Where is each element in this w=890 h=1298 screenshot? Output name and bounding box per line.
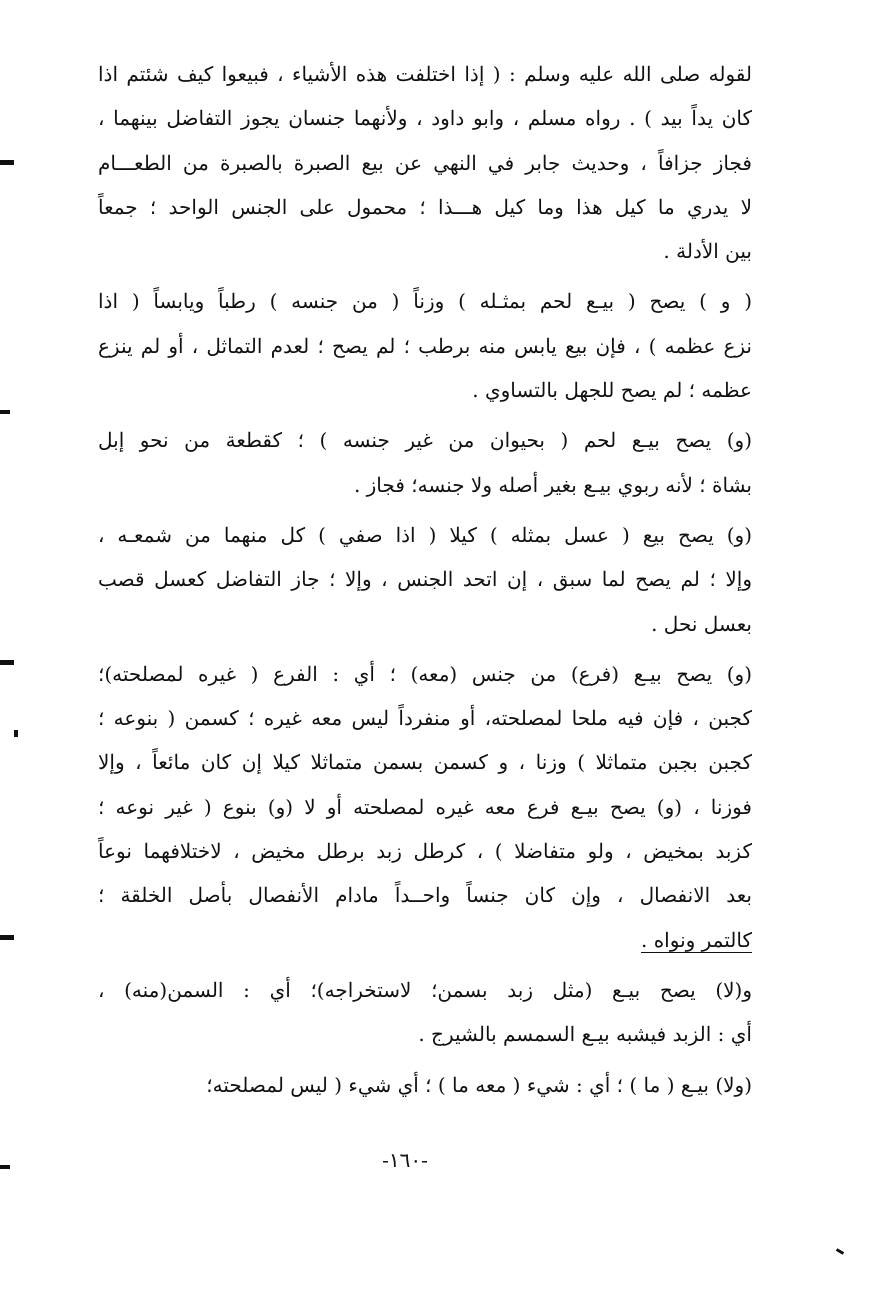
text-line: فجاز جزافاً ، وحديث جابر في النهي عن بيع الصبرة بالصبرة من الطعـــام <box>98 150 752 175</box>
text-line: (و) يصح بيـع (فرع) من جنس (معه) ؛ أي : الفرع ( غيره لمصلحته)؛ <box>98 661 752 686</box>
text-line: (ولا) بيـع ( ما ) ؛ أي : شيء ( معه ما ) ؛ أي شيء ( ليس لمصلحته؛ <box>206 1072 752 1097</box>
paragraph <box>98 52 752 273</box>
text-line: لقوله صلى الله عليه وسلم : ( إذا اختلفت هذه الأشياء ، فبيعوا كيف شئتم اذا <box>98 62 752 86</box>
paragraph <box>98 652 752 962</box>
text-line: كزبد بمخيض ، ولو متفاضلا ) ، كرطل زبد برطل مخيض ، لاختلافهما نوعاً <box>98 839 752 864</box>
text-line: فوزنا ، (و) يصح بيـع فرع معه غيره لمصلحته أو لا (و) بنوع ( غير نوعه ؛ <box>98 794 752 819</box>
text-line: بعد الانفصال ، وإن كان جنساً واحــداً مادام الأنفصال بأصل الخلقة ؛ <box>98 883 752 908</box>
paragraph <box>98 968 752 1057</box>
underlined-phrase: كالتمر ونواه . <box>640 927 752 952</box>
paragraph <box>98 279 752 412</box>
text-line: بشاة ؛ لأنه ربوي بيـع بغير أصله ولا جنسه؛ فجاز . <box>353 472 752 497</box>
text-line: لا يدري ما كيل هذا وما كيل هـــذا ؛ محمول على الجنس الواحد ؛ جمعاً <box>98 194 752 219</box>
text-line: كجبن ، فإن فيه ملحا لمصلحته، أو منفرداً ليس معه غيره ؛ كسمن ( بنوعه ؛ <box>98 706 752 731</box>
scan-mark <box>836 1248 844 1255</box>
text-line: و(لا) يصح بيـع (مثل زبد بسمن؛ لاستخراجه)؛ أي : السمن(منه) ، <box>98 977 752 1002</box>
paragraph <box>98 513 752 646</box>
page-number: -١٦٠- <box>382 1148 428 1172</box>
text-line: (و) يصح بيـع لحم ( بحيوان من غير جنسه ) ؛ كقطعة من نحو إبل <box>98 428 752 453</box>
text-line <box>98 918 752 962</box>
text-line: نزع عظمه ) ، فإن بيع يابس منه برطب ؛ لم يصح ؛ لعدم التماثل ، أو لم ينزع <box>98 333 752 358</box>
text-line: أي : الزبد فيشبه بيـع السمسم بالشيرج . <box>418 1022 752 1047</box>
scan-mark <box>14 730 18 737</box>
paragraph <box>98 1063 752 1107</box>
text-line: بين الأدلة . <box>663 239 752 264</box>
text-line: كان يداً بيد ) . رواه مسلم ، وابو داود ، ولأنهما جنسان يجوز التفاضل بينهما ، <box>98 106 752 131</box>
text-line: عظمه ؛ لم يصح للجهل بالتساوي . <box>472 378 752 403</box>
text-line: بعسل نحل . <box>651 611 752 636</box>
scan-mark <box>0 410 10 414</box>
paragraph <box>98 418 752 507</box>
scan-mark <box>0 160 14 165</box>
text-line: ( و ) يصح ( بيـع لحم بمثـله ) وزناً ( من جنسه ) رطباً ويابساً ( اذا <box>98 289 752 314</box>
text-line: كجبن بجبن متماثلا ) وزنا ، و كسمن بسمن متماثلا كيلا إن كان مائعاً ، وإلا <box>98 750 752 775</box>
scan-mark <box>0 1165 10 1169</box>
text-line: (و) يصح بيع ( عسل بمثله ) كيلا ( اذا صفي ) كل منهما من شمعـه ، <box>98 522 752 547</box>
text-line: وإلا ؛ لم يصح لما سبق ، إن اتحد الجنس ، وإلا ؛ جاز التفاضل كعسل قصب <box>98 567 752 592</box>
body-text <box>98 52 752 1113</box>
scan-mark <box>0 935 14 940</box>
scan-mark <box>0 660 14 665</box>
